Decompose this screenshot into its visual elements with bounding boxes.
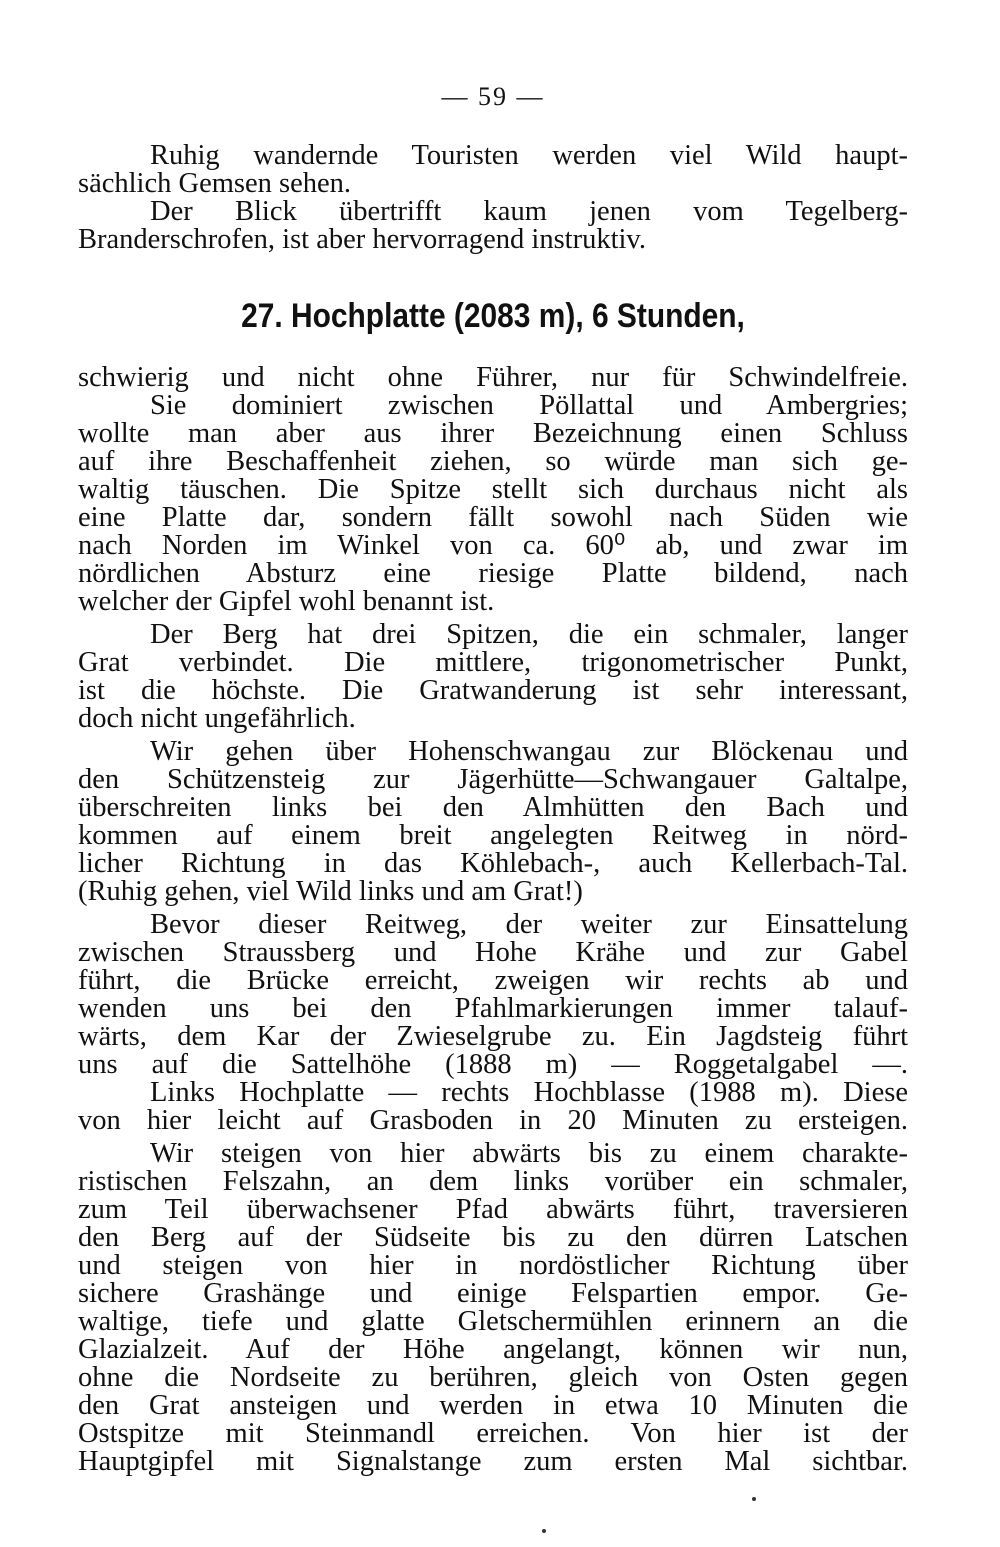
text-line: waltig täuschen. Die Spitze stellt sich durchaus nicht als xyxy=(78,474,908,505)
text-line: sächlich Gemsen sehen. xyxy=(78,168,352,199)
text-line: uns auf die Sattelhöhe (1888 m) — Roggetalgabel —. xyxy=(78,1049,908,1080)
text-line: Branderschrofen, ist aber hervorragend instruktiv. xyxy=(78,224,646,255)
text-line: von hier leicht auf Grasboden in 20 Minuten zu ersteigen. xyxy=(78,1105,908,1136)
text-line: wärts, dem Kar der Zwieselgrube zu. Ein Jagdsteig führt xyxy=(78,1021,908,1052)
text-line: wollte man aber aus ihrer Bezeichnung einen Schluss xyxy=(78,418,908,449)
text-line: Wir steigen von hier abwärts bis zu einem charakte- xyxy=(150,1138,908,1169)
book-page xyxy=(78,0,908,1547)
text-line: waltige, tiefe und glatte Gletschermühlen erinnern an die xyxy=(78,1306,908,1337)
text-line: Hauptgipfel mit Signalstange zum ersten Mal sichtbar. xyxy=(78,1446,908,1477)
text-line: wenden uns bei den Pfahlmarkierungen immer talauf- xyxy=(78,993,908,1024)
text-line: führt, die Brücke erreicht, zweigen wir rechts ab und xyxy=(78,965,908,996)
text-line: doch nicht ungefährlich. xyxy=(78,703,356,734)
text-line: eine Platte dar, sondern fällt sowohl nach Süden wie xyxy=(78,502,908,533)
text-line: Glazialzeit. Auf der Höhe angelangt, können wir nun, xyxy=(78,1334,908,1365)
text-line: Wir gehen über Hohenschwangau zur Blöckenau und xyxy=(150,736,908,767)
text-line: nach Norden im Winkel von ca. 60⁰ ab, und zwar im xyxy=(78,530,908,561)
text-line: Ostspitze mit Steinmandl erreichen. Von hier ist der xyxy=(78,1418,908,1449)
text-line: nördlichen Absturz eine riesige Platte bildend, nach xyxy=(78,558,908,589)
text-line: den Schützensteig zur Jägerhütte—Schwangauer Galtalpe, xyxy=(78,764,908,795)
text-line: Links Hochplatte — rechts Hochblasse (1988 m). Diese xyxy=(150,1077,908,1108)
text-line: sichere Grashänge und einige Felspartien empor. Ge- xyxy=(78,1278,908,1309)
text-line: Der Blick übertrifft kaum jenen vom Tegelberg- xyxy=(150,196,908,227)
text-line: licher Richtung in das Köhlebach-, auch Kellerbach-Tal. xyxy=(78,848,908,879)
page-number: — 59 — xyxy=(441,82,545,111)
text-line: (Ruhig gehen, viel Wild links und am Grat!) xyxy=(78,876,583,907)
print-speck xyxy=(752,1497,756,1501)
text-line: zum Teil überwachsener Pfad abwärts führt, traversieren xyxy=(78,1194,908,1225)
text-line: kommen auf einem breit angelegten Reitweg in nörd- xyxy=(78,820,908,851)
text-line: zwischen Straussberg und Hohe Krähe und zur Gabel xyxy=(78,937,908,968)
text-line: auf ihre Beschaffenheit ziehen, so würde man sich ge- xyxy=(78,446,908,477)
text-line: welcher der Gipfel wohl benannt ist. xyxy=(78,586,495,617)
text-line: Der Berg hat drei Spitzen, die ein schmaler, langer xyxy=(150,619,908,650)
text-line: und steigen von hier in nordöstlicher Richtung über xyxy=(78,1250,908,1281)
text-line: den Berg auf der Südseite bis zu den dürren Latschen xyxy=(78,1222,908,1253)
text-line: Bevor dieser Reitweg, der weiter zur Einsattelung xyxy=(150,909,908,940)
text-line: ristischen Felszahn, an dem links vorüber ein schmaler, xyxy=(78,1166,908,1197)
section-heading: 27. Hochplatte (2083 m), 6 Stunden, xyxy=(241,297,745,335)
text-line: überschreiten links bei den Almhütten den Bach und xyxy=(78,792,908,823)
text-line: schwierig und nicht ohne Führer, nur für Schwindelfreie. xyxy=(78,362,908,393)
text-line: Sie dominiert zwischen Pöllattal und Ambergries; xyxy=(150,390,908,421)
print-speck xyxy=(542,1529,546,1533)
text-line: ist die höchste. Die Gratwanderung ist sehr interessant, xyxy=(78,675,908,706)
text-line: Grat verbindet. Die mittlere, trigonometrischer Punkt, xyxy=(78,647,908,678)
text-line: ohne die Nordseite zu berühren, gleich von Osten gegen xyxy=(78,1362,908,1393)
text-line: Ruhig wandernde Touristen werden viel Wild haupt- xyxy=(150,140,908,171)
text-line: den Grat ansteigen und werden in etwa 10 Minuten die xyxy=(78,1390,908,1421)
